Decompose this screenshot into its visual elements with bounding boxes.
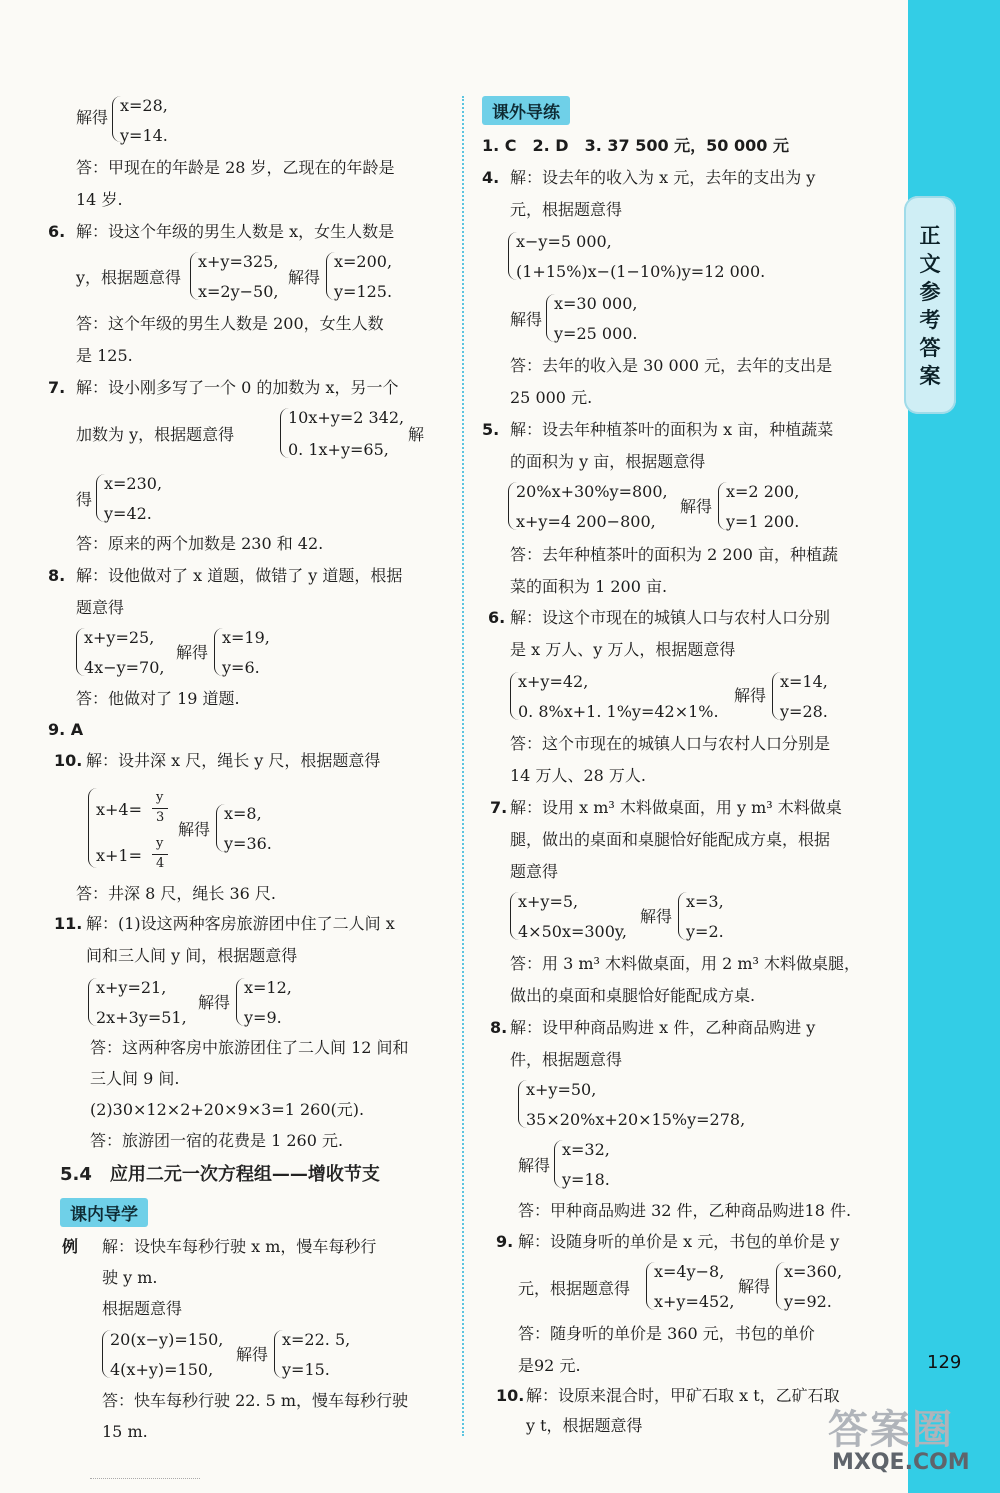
question-number: 7. <box>48 378 66 397</box>
answer-text: 答：这个市现在的城镇人口与农村人口分别是 <box>510 734 831 753</box>
column-divider <box>462 96 464 1436</box>
solution-text: 解：设井深 x 尺，绳长 y 尺，根据题意得 <box>86 751 381 770</box>
solution-text: y t，根据题意得 <box>526 1416 643 1435</box>
solve-label: 解得 <box>734 686 767 705</box>
equation: x+y=25, <box>84 628 155 647</box>
equation: x=2 200, <box>726 482 800 501</box>
question-number: 10. <box>496 1386 525 1405</box>
side-tab-label: 正 文 参 考 答 案 <box>919 223 941 388</box>
equation: y=14. <box>120 126 168 145</box>
solution-text: 解：(1)设这两种客房旅游团中住了二人间 x <box>86 914 395 933</box>
fraction-numerator: y <box>156 790 164 805</box>
solve-label: 解得 <box>288 268 321 287</box>
answer-text: 三人间 9 间. <box>90 1069 180 1088</box>
equation: y=18. <box>562 1170 610 1189</box>
answer-text: 是 125. <box>76 346 133 365</box>
question-number: 6. <box>48 222 66 241</box>
answer-text: 菜的面积为 1 200 亩. <box>510 577 668 596</box>
solve-label: 解得 <box>680 497 713 516</box>
fraction-numerator: y <box>156 836 164 851</box>
solution-text: 解：设这个年级的男生人数是 x，女生人数是 <box>76 222 395 241</box>
question-number: 4. <box>482 168 500 187</box>
equation: y=125. <box>334 282 393 301</box>
question-answer: 1. C 2. D 3. 37 500 元，50 000 元 <box>482 136 789 155</box>
equation: y=36. <box>224 834 272 853</box>
solution-text: 根据题意得 <box>102 1299 183 1318</box>
question-number: 6. <box>488 608 506 627</box>
equation: x+y=325, <box>198 252 279 271</box>
equation: y=15. <box>282 1360 330 1379</box>
equation: 10x+y=2 342, <box>288 408 405 427</box>
example-label: 例 <box>62 1237 79 1256</box>
footer-rule <box>90 1478 200 1479</box>
watermark-logo <box>818 1398 998 1488</box>
answer-text: 做出的桌面和桌腿恰好能配成方桌. <box>510 986 756 1005</box>
solution-text: 解：设随身听的单价是 x 元，书包的单价是 y <box>518 1232 840 1251</box>
equation: 20(x−y)=150, <box>110 1330 224 1349</box>
equation: y=28. <box>780 702 828 721</box>
solution-text: 腿，做出的桌面和桌腿恰好能配成方桌，根据 <box>510 830 831 849</box>
question-answer: 9. A <box>48 720 84 739</box>
solve-label: 得 <box>76 490 93 509</box>
answer-text: 答：旅游团一宿的花费是 1 260 元. <box>90 1131 344 1150</box>
answer-text: 答：快车每秒行驶 22. 5 m，慢车每秒行驶 <box>102 1391 409 1410</box>
solve-label: 解得 <box>178 820 211 839</box>
answer-text: 14 岁. <box>76 190 123 209</box>
section-title: 5.4 应用二元一次方程组——增收节支 <box>60 1164 380 1185</box>
answer-text: 答：甲种商品购进 32 件，乙种商品购进18 件. <box>518 1201 852 1220</box>
equation: x=4y−8, <box>654 1262 725 1281</box>
answer-text: 答：原来的两个加数是 230 和 42. <box>76 534 324 553</box>
equation: x=230, <box>104 474 163 493</box>
solution-text: 解：设用 x m³ 木料做桌面，用 y m³ 木料做桌 <box>510 798 842 817</box>
solution-text: (2)30×12×2+20×9×3=1 260(元). <box>90 1100 365 1119</box>
question-number: 11. <box>54 914 83 933</box>
equation: x=22. 5, <box>282 1330 351 1349</box>
question-number: 7. <box>490 798 508 817</box>
question-number: 8. <box>490 1018 508 1037</box>
equation: 0. 1x+y=65, <box>288 440 389 459</box>
equation: x+y=50, <box>526 1080 597 1099</box>
equation: x−y=5 000, <box>516 232 612 251</box>
solution-text: 解：设快车每秒行驶 x m，慢车每秒行 <box>102 1237 377 1256</box>
solution-text: 解：设他做对了 x 道题，做错了 y 道题，根据 <box>76 566 403 585</box>
answer-text: 答：去年的收入是 30 000 元，去年的支出是 <box>510 356 833 375</box>
equation: x=28, <box>120 96 168 115</box>
equation: x=30 000, <box>554 294 638 313</box>
answer-text: 答：甲现在的年龄是 28 岁，乙现在的年龄是 <box>76 158 395 177</box>
equation: 4×50x=300y, <box>518 922 627 941</box>
equation: y=6. <box>222 658 260 677</box>
equation: (1+15%)x−(1−10%)y=12 000. <box>516 262 766 281</box>
equation: 0. 8%x+1. 1%y=42×1%. <box>518 702 719 721</box>
equation: x=14, <box>780 672 828 691</box>
equation: x+y=21, <box>96 978 167 997</box>
question-number: 9. <box>496 1232 514 1251</box>
question-number: 8. <box>48 566 66 585</box>
watermark-main: 答案圈 <box>828 1407 954 1453</box>
equation: x=360, <box>784 1262 843 1281</box>
equation: y=2. <box>686 922 724 941</box>
answer-text: 25 000 元. <box>510 388 593 407</box>
equation: y=9. <box>244 1008 282 1027</box>
answer-text: 答：他做对了 19 道题. <box>76 689 240 708</box>
equation: y=1 200. <box>726 512 800 531</box>
solve-label: 解得 <box>176 643 209 662</box>
answer-text: 15 m. <box>102 1422 148 1441</box>
solution-text: 件，根据题意得 <box>510 1050 623 1069</box>
solution-text: 间和三人间 y 间，根据题意得 <box>86 946 298 965</box>
solve-label: 解得 <box>640 907 673 926</box>
solution-text: 解：设甲种商品购进 x 件，乙种商品购进 y <box>510 1018 816 1037</box>
answer-text: 14 万人、28 万人. <box>510 766 646 785</box>
equation: 4(x+y)=150, <box>110 1360 214 1379</box>
equation: 35×20%x+20×15%y=278, <box>526 1110 746 1129</box>
solve-label: 解 <box>408 425 425 444</box>
equation: x+y=42, <box>518 672 589 691</box>
solution-text: 驶 y m. <box>102 1268 158 1287</box>
solution-text: 的面积为 y 亩，根据题意得 <box>510 452 706 471</box>
equation: x=19, <box>222 628 270 647</box>
fraction-denominator: 4 <box>156 856 165 871</box>
solve-label: 解得 <box>76 108 109 127</box>
answer-text: 是92 元. <box>518 1356 581 1375</box>
question-number: 5. <box>482 420 500 439</box>
solution-text: 加数为 y，根据题意得 <box>76 425 235 444</box>
equation: x+1= <box>96 846 143 865</box>
solution-text: 解：设原来混合时，甲矿石取 x t，乙矿石取 <box>526 1386 840 1405</box>
solve-label: 解得 <box>738 1277 771 1296</box>
solution-text: 题意得 <box>76 598 125 617</box>
solution-text: 解：设小刚多写了一个 0 的加数为 x，另一个 <box>76 378 399 397</box>
section-tag-inclass: 课内导学 <box>60 1198 148 1227</box>
solution-text: 元，根据题意得 <box>518 1279 631 1298</box>
question-number: 10. <box>54 751 83 770</box>
watermark-url: MXQE.COM <box>832 1450 970 1475</box>
answer-text: 答：这两种客房中旅游团住了二人间 12 间和 <box>90 1038 409 1057</box>
solution-text: 元，根据题意得 <box>510 200 623 219</box>
equation: x+y=452, <box>654 1292 735 1311</box>
answer-text: 答：随身听的单价是 360 元，书包的单价 <box>518 1324 815 1343</box>
equation: x=200, <box>334 252 393 271</box>
answer-text: 答：去年种植茶叶的面积为 2 200 亩，种植蔬 <box>510 545 838 564</box>
section-tag-outclass: 课外导练 <box>482 96 570 125</box>
equation: x=3, <box>686 892 724 911</box>
equation: y=92. <box>784 1292 832 1311</box>
equation: 4x−y=70, <box>84 658 165 677</box>
solve-label: 解得 <box>510 310 543 329</box>
solution-text: 解：设去年的收入为 x 元，去年的支出为 y <box>510 168 816 187</box>
solve-label: 解得 <box>518 1156 551 1175</box>
equation: y=25 000. <box>554 324 638 343</box>
solution-text: 解：设这个市现在的城镇人口与农村人口分别 <box>510 608 831 627</box>
equation: y=42. <box>104 504 152 523</box>
answer-text: 答：这个年级的男生人数是 200，女生人数 <box>76 314 384 333</box>
solution-text: 解：设去年种植茶叶的面积为 x 亩，种植蔬菜 <box>510 420 834 439</box>
equation: x+4= <box>96 800 143 819</box>
equation: 2x+3y=51, <box>96 1008 187 1027</box>
solution-text: 题意得 <box>510 862 559 881</box>
solve-label: 解得 <box>236 1345 269 1364</box>
fraction-denominator: 3 <box>156 810 165 825</box>
equation: x=8, <box>224 804 262 823</box>
answer-text: 答：井深 8 尺，绳长 36 尺. <box>76 884 276 903</box>
equation: x+y=5, <box>518 892 579 911</box>
equation: 20%x+30%y=800, <box>516 482 668 501</box>
page-number: 129 <box>927 1352 962 1373</box>
equation: x=2y−50, <box>198 282 279 301</box>
solve-label: 解得 <box>198 993 231 1012</box>
equation: x=12, <box>244 978 292 997</box>
solution-text: 是 x 万人、y 万人，根据题意得 <box>510 640 736 659</box>
equation: x=32, <box>562 1140 610 1159</box>
equation: x+y=4 200−800, <box>516 512 656 531</box>
solution-text: y，根据题意得 <box>76 268 182 287</box>
answer-text: 答：用 3 m³ 木料做桌面，用 2 m³ 木料做桌腿， <box>510 954 861 973</box>
